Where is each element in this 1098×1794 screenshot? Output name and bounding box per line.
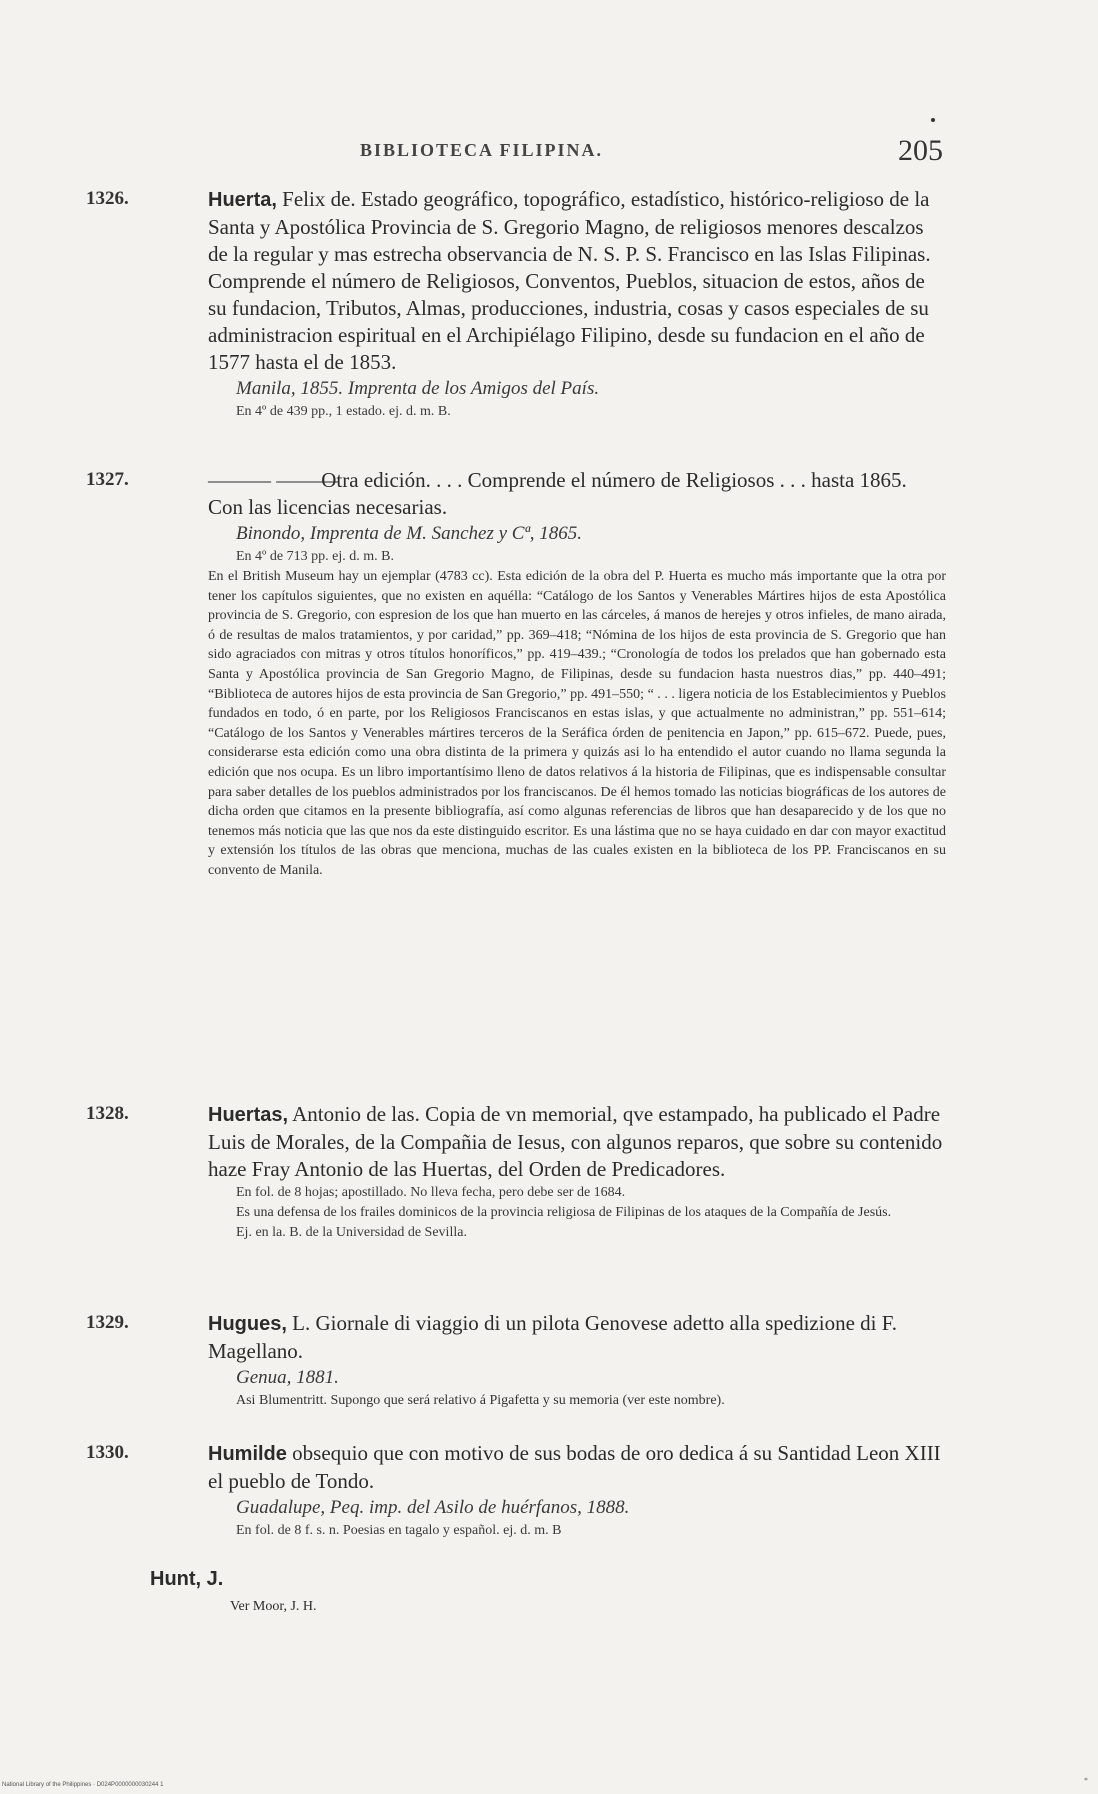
entry-title-text: L. Giornale di viaggio di un pilota Genovese adetto alla spedizione di F. Magellano. bbox=[208, 1311, 897, 1363]
entry-imprint: Genua, 1881. bbox=[236, 1367, 339, 1388]
entry-collation: En 4º de 439 pp., 1 estado. ej. d. m. B. bbox=[236, 404, 451, 419]
entry-title-text: Felix de. Estado geográfico, topográfico, estadístico, histórico-religioso de la Santa y Apostólica Provincia de S. Gregorio Magno, de religiosos menores descalzos de la regular y mas estrecha observancia de N. S. P. S. Francisco en las Islas Filipinas. Comprende el número de Religiosos, Conventos, Pueblos, situacion de estos, años de su fundacion, Tributos, Almas, producciones, industria, cosas y casos especiales de su administracion espiritual en el Archipiélago Filipino, desde su fundacion en el año de 1577 hasta el de 1853. bbox=[208, 187, 931, 374]
entry-title bbox=[208, 1310, 946, 1365]
entry-number: 1327. bbox=[86, 469, 129, 490]
entry-location: Ej. en la. B. de la Universidad de Sevilla. bbox=[236, 1224, 467, 1240]
entry-title bbox=[208, 186, 946, 376]
entry-author: Humilde bbox=[208, 1443, 287, 1465]
entry-commentary: Asi Blumentritt. Supongo que será relativo á Pigafetta y su memoria (ver este nombre). bbox=[236, 1393, 725, 1408]
cross-reference-see: Ver Moor, J. H. bbox=[230, 1599, 317, 1614]
entry-title-text: Otra edición. . . . Comprende el número de Religiosos . . . hasta 1865. Con las licencias necesarias. bbox=[208, 468, 907, 519]
entry-collation: En fol. de 8 hojas; apostillado. No lleva fecha, pero debe ser de 1684. bbox=[236, 1185, 626, 1200]
entry-author: Huerta, bbox=[208, 189, 277, 211]
entry-1328 bbox=[86, 1101, 946, 1243]
entry-imprint: Manila, 1855. Imprenta de los Amigos del País. bbox=[236, 378, 600, 399]
entry-number: 1326. bbox=[86, 188, 129, 209]
entry-1330 bbox=[86, 1440, 946, 1541]
entry-collation: En 4º de 713 pp. ej. d. m. B. bbox=[236, 549, 394, 564]
entry-commentary: En el British Museum hay un ejemplar (4783 cc). Esta edición de la obra del P. Huerta es mucho más importante que la otra por tener los capítulos siguientes, que no existen en aquélla: “Catálogo de los Santos y Venerables Mártires hijos de esta Apostólica provincia de S. Gregorio, con espresion de los que han muerto en las cárceles, á manos de herejes y otros infieles, de mano airada, ó de resultas de malos tratamientos, y por caridad,” pp. 369–418; “Nómina de los hijos de esta provincia de S. Gregorio que han sido agraciados con mitras y otros títulos honoríficos,” pp. 419–439.; “Cronología de todos los prelados que han gobernado esta Santa y Apostólica provincia de San Gregorio Magno, de Filipinas, desde su fundacion hasta nuestros dias,” pp. 440–491; “Biblioteca de autores hijos de esta provincia de San Gregorio,” pp. 491–550; “ . . . ligera noticia de los Establecimientos y Pueblos fundados en todo, ó en parte, por los Religiosos Franciscanos en estas islas, y que actualmente no administran,” pp. 551–614; “Catálogo de los Santos y Venerables mártires terceros de la Seráfica órden de penitencia en Japon,” pp. 615–672. Puede, pues, considerarse esta edición como una obra distinta de la primera y quizás asi lo ha entendido el autor cuando no llama segunda la edición que nos ocupa. Es un libro importantísimo lleno de datos relativos á la historia de Filipinas, que es indispensable consultar para saber detalles de los pueblos administrados por los franciscanos. De él hemos tomado las noticias biográficas de los autores de dicha orden que citamos en la presente bibliografía, así como algunas referencias de libros que han desaparecido y de los que no tenemos más noticia que las que nos da este distinguido escritor. Es una lástima que no se haya cuidado en dar con mayor exactitud y extensión los títulos de las obras que menciona, muchas de las cuales existen en la biblioteca de los PP. Franciscanos en su convento de Manila. bbox=[208, 569, 946, 878]
corner-mark: * bbox=[1084, 1776, 1088, 1785]
entry-collation: En fol. de 8 f. s. n. Poesias en tagalo y español. ej. d. m. B bbox=[236, 1523, 562, 1538]
entry-imprint: Guadalupe, Peq. imp. del Asilo de huérfanos, 1888. bbox=[236, 1497, 630, 1518]
entry-1326 bbox=[86, 186, 946, 422]
entry-number: 1328. bbox=[86, 1103, 129, 1124]
entry-author: Huertas, bbox=[208, 1104, 289, 1126]
page-number: 205 bbox=[898, 134, 943, 167]
entry-number: 1329. bbox=[86, 1312, 129, 1333]
entry-1327 bbox=[86, 467, 946, 881]
cross-reference bbox=[86, 1568, 946, 1615]
ditto-dash: ——— ——— bbox=[208, 468, 340, 492]
entry-title-text: obsequio que con motivo de sus bodas de oro dedica á su Santidad Leon XIII el pueblo de Tondo. bbox=[208, 1441, 941, 1493]
cross-reference-heading: Hunt, J. bbox=[150, 1568, 224, 1590]
entry-author: Hugues, bbox=[208, 1313, 287, 1335]
scan-source-footer: National Library of the Philippines · D024P0000000030244 1 bbox=[2, 1782, 164, 1788]
entry-1329 bbox=[86, 1310, 946, 1411]
entry-imprint: Binondo, Imprenta de M. Sanchez y Cª, 1865. bbox=[236, 523, 582, 544]
ink-speck bbox=[931, 118, 935, 122]
entry-title bbox=[208, 1101, 946, 1183]
entry-number: 1330. bbox=[86, 1442, 129, 1463]
entry-title bbox=[208, 467, 946, 521]
running-head: BIBLIOTECA FILIPINA. bbox=[360, 140, 604, 160]
entry-title bbox=[208, 1440, 946, 1495]
entry-commentary: Es una defensa de los frailes dominicos de la provincia religiosa de Filipinas de los ataques de la Compañía de Jesús. bbox=[236, 1205, 892, 1220]
entry-title-text: Antonio de las. Copia de vn memorial, qve estampado, ha publicado el Padre Luis de Morales, de la Compañia de Iesus, con algunos reparos, que sobre su contenido haze Fray Antonio de las Huertas, del Orden de Predicadores. bbox=[208, 1102, 943, 1181]
